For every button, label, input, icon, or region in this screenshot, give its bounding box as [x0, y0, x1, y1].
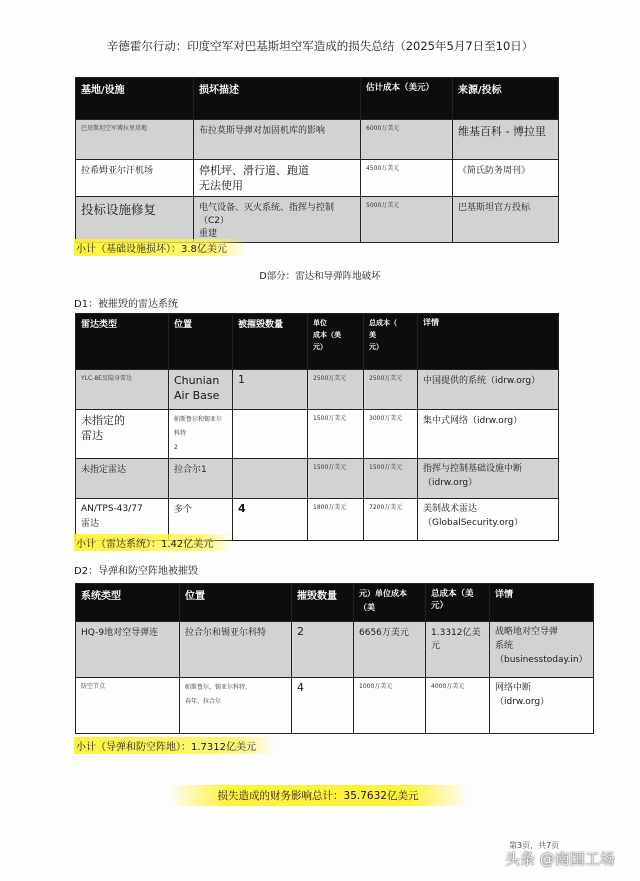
col-header-destroyed: 摧毁数量	[292, 584, 354, 622]
table-cell: 帕斯鲁尔、锡亚尔科特、 春年、拉合尔	[180, 678, 292, 734]
table-cell: 集中式网络（idrw.org）	[418, 410, 559, 459]
table-cell: 1800万美元	[308, 499, 364, 541]
col-header-details: 详情	[418, 314, 559, 370]
missile-air-defense-table	[75, 583, 594, 734]
table-cell: 2500万美元	[308, 370, 364, 410]
col-header-system-type: 系统类型	[76, 584, 180, 622]
col-header-damage: 损坏描述	[194, 78, 361, 120]
table-cell: 2	[292, 622, 354, 678]
col-header-total-cost: 总成本（美元）	[426, 584, 490, 622]
table-cell: 多个	[169, 499, 233, 541]
table-cell: 拉希姆亚尔汗机场	[76, 160, 194, 197]
table-cell: 5000万美元	[361, 197, 453, 243]
table-cell: 拉合尔1	[169, 459, 233, 499]
grand-total: 损失造成的财务影响总计：35.7632亿美元	[168, 785, 468, 806]
table-cell: 6000万美元	[361, 120, 453, 160]
table-cell: AN/TPS-43/77 雷达	[76, 499, 169, 541]
infrastructure-damage-table	[75, 77, 559, 243]
table-cell: 维基百科 - 博拉里	[453, 120, 559, 160]
table-cell: 拉合尔和锡亚尔科特	[180, 622, 292, 678]
table-cell: 3000万美元	[364, 410, 418, 459]
col-header-cost: 估计成本（美元）	[361, 78, 453, 120]
col-header-unit-cost: 单位 成本（美 元）	[308, 314, 364, 370]
table-cell: 防空节点	[76, 678, 180, 734]
table-cell: 美制战术雷达 （GlobalSecurity.org）	[418, 499, 559, 541]
d1-heading: D1：被摧毁的雷达系统	[74, 299, 179, 310]
col-header-location: 位置	[180, 584, 292, 622]
table-cell: 电气设备、灭火系统、指挥与控制（C2） 重建	[194, 197, 361, 243]
col-header-unit-cost: 元）单位成本 （美	[354, 584, 426, 622]
table-cell: 1500万美元	[364, 459, 418, 499]
table-cell: 巴基斯坦官方投标	[453, 197, 559, 243]
table-cell: 网络中断 （idrw.org）	[490, 678, 594, 734]
table-cell: 布拉莫斯导弹对加固机库的影响	[194, 120, 361, 160]
table-cell: 4	[292, 678, 354, 734]
col-header-radar-type: 雷达类型	[76, 314, 169, 370]
col-header-details: 详情	[490, 584, 594, 622]
col-header-source: 来源/投标	[453, 78, 559, 120]
table-cell	[233, 459, 308, 499]
table-cell: 战略地对空导弹 系统 （businesstoday.in）	[490, 622, 594, 678]
table-cell: 1.3312亿美元	[426, 622, 490, 678]
table-cell: 1500万美元	[308, 410, 364, 459]
table-cell: 4500万美元	[361, 160, 453, 197]
table-cell: 1	[233, 370, 308, 410]
col-header-base: 基地/设施	[76, 78, 194, 120]
subtotal-radar: 小计（雷达系统）：1.42亿美元	[74, 534, 233, 551]
table-cell: 未指定雷达	[76, 459, 169, 499]
table-cell: 4000万美元	[426, 678, 490, 734]
table-cell: 投标设施修复	[76, 197, 194, 243]
table-cell: 停机坪、滑行道、跑道 无法使用	[194, 160, 361, 197]
page-number: 第3页，共7页	[509, 841, 560, 850]
table-cell: 2500万美元	[364, 370, 418, 410]
table-cell: Chunian Air Base	[169, 370, 233, 410]
radar-systems-table	[75, 313, 559, 541]
table-cell: YLC-8E反隐身雷达	[76, 370, 169, 410]
table-cell: 6656万美元	[354, 622, 426, 678]
col-header-location: 位置	[169, 314, 233, 370]
table-cell: 《简氏防务周刊》	[453, 160, 559, 197]
table-cell: 未指定的 雷达	[76, 410, 169, 459]
table-cell: 1000万美元	[354, 678, 426, 734]
section-d-heading: D部分：雷达和导弹阵地破坏	[259, 271, 381, 282]
col-header-destroyed: 被摧毁数量	[233, 314, 308, 370]
table-cell: 中国提供的系统（idrw.org）	[418, 370, 559, 410]
table-cell: 帕斯鲁尔和锡亚尔科特 2	[169, 410, 233, 459]
table-cell: 指挥与控制基础设施中断 （idrw.org）	[418, 459, 559, 499]
table-cell: HQ-9地对空导弹连	[76, 622, 180, 678]
table-cell: 巴基斯坦空军博拉里基地	[76, 120, 194, 160]
table-cell	[233, 410, 308, 459]
subtotal-infrastructure: 小计（基础设施损坏）：3.8亿美元	[74, 239, 247, 256]
subtotal-missile: 小计（导弹和防空阵地）：1.7312亿美元	[74, 737, 276, 754]
table-cell: 4	[233, 499, 308, 541]
watermark: 头条 @南国工场	[505, 850, 615, 868]
table-cell: 1500万美元	[308, 459, 364, 499]
table-cell: 7200万美元	[364, 499, 418, 541]
document-title: 辛德霍尔行动：印度空军对巴基斯坦空军造成的损失总结（2025年5月7日至10日）	[106, 39, 534, 53]
d2-heading: D2：导弹和防空阵地被摧毁	[74, 566, 199, 577]
col-header-total-cost: 总成本（ 美 元）	[364, 314, 418, 370]
